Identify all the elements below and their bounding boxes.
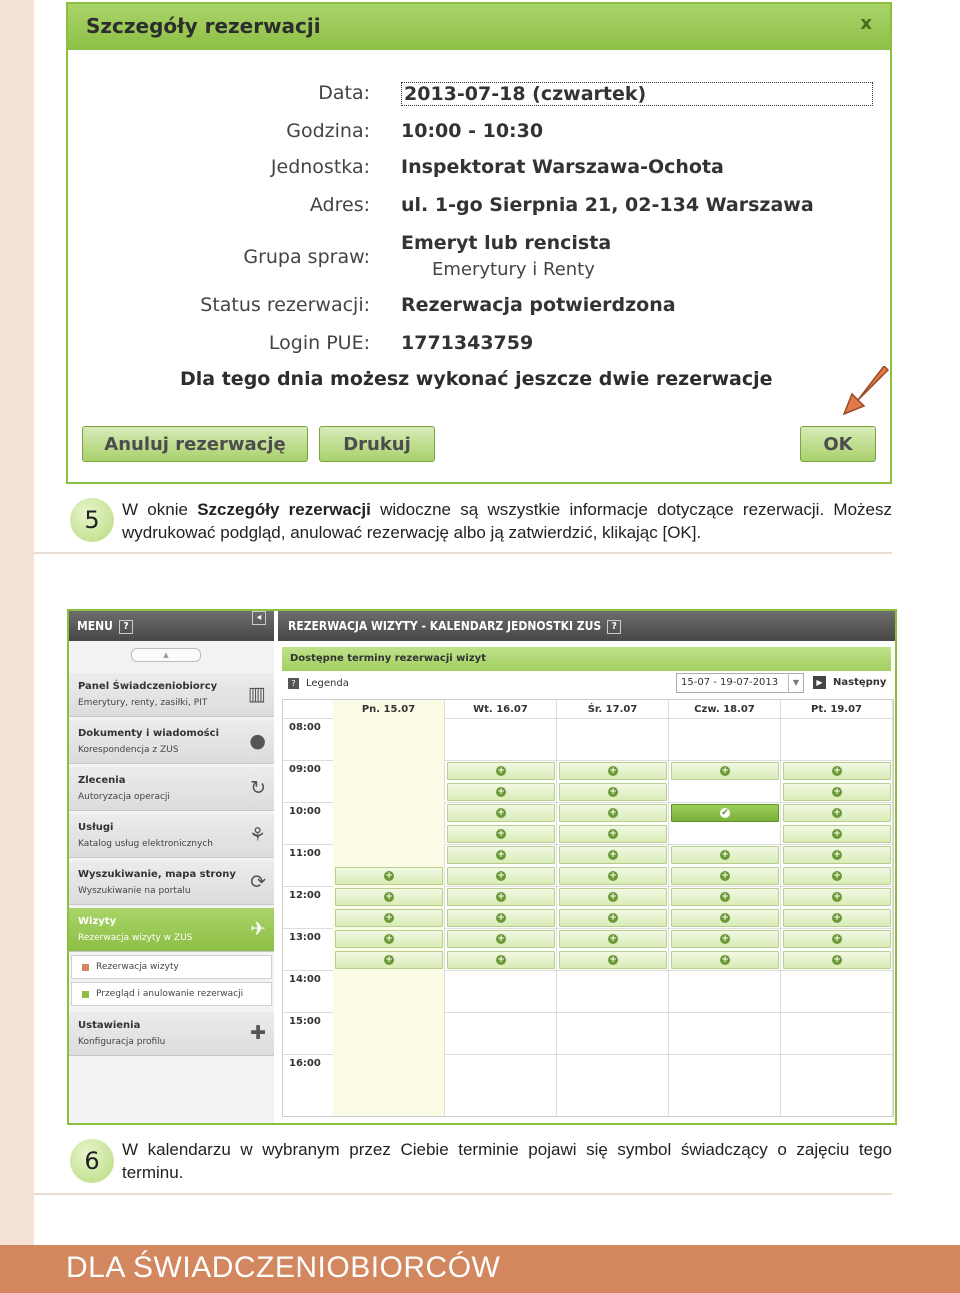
- plus-icon: +: [497, 850, 505, 860]
- plus-icon: +: [497, 808, 505, 818]
- available-slot[interactable]: [559, 783, 667, 801]
- available-slots-title: Dostępne terminy rezerwacji wizyt: [282, 647, 891, 671]
- plus-icon: +: [833, 934, 841, 944]
- available-slot[interactable]: [559, 909, 667, 927]
- available-slot[interactable]: [783, 930, 891, 948]
- time-label: 15:00: [289, 1016, 321, 1027]
- plus-icon: +: [609, 955, 617, 965]
- plus-icon: +: [721, 850, 729, 860]
- available-slot[interactable]: [447, 930, 555, 948]
- settings-subtitle: Konfiguracja profilu: [78, 1037, 166, 1047]
- menu-item-icon: ↻: [250, 777, 266, 799]
- plus-icon: +: [497, 913, 505, 923]
- plus-icon: +: [609, 892, 617, 902]
- day-column: [333, 700, 445, 1116]
- submenu-label: Przegląd i anulowanie rezerwacji: [96, 989, 244, 999]
- available-slot[interactable]: [559, 951, 667, 969]
- menu-scroll-up[interactable]: ▲: [131, 648, 201, 662]
- plus-icon: +: [609, 829, 617, 839]
- submenu-item-2[interactable]: [71, 982, 272, 1006]
- next-week-link[interactable]: Następny: [833, 677, 887, 688]
- reservation-details-dialog: [66, 2, 892, 484]
- plus-icon: +: [833, 766, 841, 776]
- time-label: 12:00: [289, 890, 321, 901]
- menu-item-title: Wizyty: [78, 916, 117, 927]
- available-slot[interactable]: [559, 825, 667, 843]
- menu-item-6[interactable]: [69, 908, 274, 952]
- plus-icon: +: [833, 871, 841, 881]
- check-icon: ✔: [721, 808, 729, 818]
- available-slot[interactable]: [783, 825, 891, 843]
- plus-icon: +: [609, 871, 617, 881]
- available-slot[interactable]: [447, 888, 555, 906]
- date-range-value: 15-07 - 19-07-2013: [681, 677, 779, 688]
- plus-icon: +: [385, 955, 393, 965]
- case-group-value: Emeryt lub rencista: [401, 232, 612, 254]
- calendar-grid: [282, 699, 894, 1117]
- plus-icon: +: [497, 955, 505, 965]
- available-slot[interactable]: [559, 867, 667, 885]
- plus-icon: +: [721, 766, 729, 776]
- available-slot[interactable]: [447, 867, 555, 885]
- plus-icon: +: [497, 892, 505, 902]
- date-label: Data:: [318, 82, 370, 104]
- available-slot[interactable]: [559, 888, 667, 906]
- menu-item-5[interactable]: [69, 861, 274, 905]
- available-slot[interactable]: [559, 846, 667, 864]
- plus-icon: +: [497, 787, 505, 797]
- menu-item-title: Zlecenia: [78, 775, 126, 786]
- submenu-label: Rezerwacja wizyty: [96, 962, 179, 972]
- available-slot[interactable]: [335, 909, 443, 927]
- ok-button[interactable]: OK: [800, 426, 876, 462]
- available-slot[interactable]: [335, 867, 443, 885]
- calendar-toolbar: [282, 673, 891, 697]
- menu-item-1[interactable]: [69, 673, 274, 717]
- step-5-number: 5: [70, 498, 114, 542]
- menu-item-title: Dokumenty i wiadomości: [78, 728, 219, 739]
- time-label: Godzina:: [286, 120, 370, 142]
- available-slot[interactable]: [447, 846, 555, 864]
- plus-icon: +: [721, 934, 729, 944]
- plus-icon: +: [609, 934, 617, 944]
- plus-icon: +: [833, 808, 841, 818]
- available-slot[interactable]: [671, 909, 779, 927]
- calendar-help-icon[interactable]: ?: [607, 620, 621, 634]
- available-slot[interactable]: [783, 846, 891, 864]
- remaining-reservations-note: Dla tego dnia możesz wykonać jeszcze dwie rezerwacje: [180, 368, 773, 390]
- date-value: [401, 82, 873, 106]
- menu-item-subtitle: Autoryzacja operacji: [78, 792, 170, 802]
- plus-icon: +: [385, 934, 393, 944]
- available-slot[interactable]: [783, 762, 891, 780]
- available-slot[interactable]: [671, 951, 779, 969]
- legend-link[interactable]: Legenda: [306, 678, 349, 689]
- chevron-down-icon[interactable]: ▼: [788, 674, 803, 692]
- unit-value: Inspektorat Warszawa-Ochota: [401, 156, 724, 178]
- day-header: Pt. 19.07: [810, 704, 863, 715]
- available-slot[interactable]: [783, 804, 891, 822]
- plus-icon: +: [833, 829, 841, 839]
- plus-icon: +: [721, 955, 729, 965]
- available-slot[interactable]: [447, 951, 555, 969]
- date-range-select[interactable]: [676, 673, 804, 693]
- submenu-bullet: [82, 991, 89, 998]
- menu-item-icon: ✈: [250, 918, 266, 940]
- plus-icon: +: [721, 892, 729, 902]
- menu-item-title: Panel Świadczeniobiorcy: [78, 681, 218, 692]
- step-6-number: 6: [70, 1139, 114, 1183]
- plus-icon: +: [497, 766, 505, 776]
- plus-icon: +: [609, 787, 617, 797]
- menu-item-3[interactable]: [69, 767, 274, 811]
- menu-item-subtitle: Emerytury, renty, zasiłki, PIT: [78, 698, 208, 708]
- day-header: Śr. 17.07: [587, 704, 638, 715]
- status-value: Rezerwacja potwierdzona: [401, 294, 676, 316]
- available-slot[interactable]: [783, 867, 891, 885]
- side-band: [0, 0, 34, 1245]
- plus-icon: +: [497, 829, 505, 839]
- available-slot[interactable]: [335, 951, 443, 969]
- puzzle-icon: ✚: [250, 1022, 266, 1044]
- calendar-header: [278, 611, 895, 641]
- available-slot[interactable]: [447, 804, 555, 822]
- plus-icon: +: [833, 787, 841, 797]
- day-header: Wt. 16.07: [473, 704, 528, 715]
- menu-item-title: Usługi: [78, 822, 114, 833]
- plus-icon: +: [833, 850, 841, 860]
- address-label: Adres:: [309, 194, 370, 216]
- time-value: 10:00 - 10:30: [401, 120, 544, 142]
- available-slot[interactable]: [559, 762, 667, 780]
- plus-icon: +: [385, 913, 393, 923]
- menu-item-icon: ▥: [248, 683, 266, 705]
- menu-item-subtitle: Rezerwacja wizyty w ZUS: [78, 933, 193, 943]
- plus-icon: +: [609, 850, 617, 860]
- available-slot[interactable]: [335, 930, 443, 948]
- print-button[interactable]: Drukuj: [319, 426, 435, 462]
- plus-icon: +: [833, 892, 841, 902]
- case-group-sub: Emerytury i Renty: [432, 259, 595, 280]
- cancel-reservation-button[interactable]: Anuluj rezerwację: [82, 426, 308, 462]
- side-menu: [69, 611, 274, 1123]
- status-label: Status rezerwacji:: [200, 294, 370, 316]
- time-label: 09:00: [289, 764, 321, 775]
- footer-title: DLA ŚWIADCZENIOBIORCÓW: [66, 1251, 501, 1284]
- login-label: Login PUE:: [268, 332, 370, 354]
- legend-icon[interactable]: ?: [288, 678, 299, 689]
- menu-item-2[interactable]: [69, 720, 274, 764]
- menu-header: [69, 611, 274, 641]
- menu-item-icon: ●: [249, 730, 266, 752]
- time-label: 16:00: [289, 1058, 321, 1069]
- available-slot[interactable]: [783, 888, 891, 906]
- pointer-arrow-icon: [838, 366, 892, 420]
- step-6-text: W kalendarzu w wybranym przez Ciebie terminie pojawi się symbol świadczący o zajęciu tego terminu.: [122, 1140, 892, 1182]
- plus-icon: +: [385, 871, 393, 881]
- available-slot[interactable]: [447, 825, 555, 843]
- calendar-main: [278, 611, 895, 1123]
- available-slot[interactable]: [671, 762, 779, 780]
- plus-icon: +: [609, 808, 617, 818]
- step-5: [34, 486, 892, 554]
- plus-icon: +: [721, 913, 729, 923]
- menu-item-subtitle: Katalog usług elektronicznych: [78, 839, 213, 849]
- menu-item-settings[interactable]: [69, 1012, 274, 1056]
- booked-slot[interactable]: [671, 804, 779, 822]
- time-label: 08:00: [289, 722, 321, 733]
- time-label: 13:00: [289, 932, 321, 943]
- menu-help-icon[interactable]: ?: [119, 620, 133, 634]
- next-week-icon[interactable]: ▶: [813, 676, 826, 689]
- dialog-header: [68, 4, 890, 50]
- available-slot[interactable]: [559, 804, 667, 822]
- footer-band: [0, 1245, 960, 1293]
- available-slot[interactable]: [559, 930, 667, 948]
- calendar-title: REZERWACJA WIZYTY - KALENDARZ JEDNOSTKI ZUS: [288, 619, 602, 633]
- plus-icon: +: [497, 871, 505, 881]
- time-label: 10:00: [289, 806, 321, 817]
- available-slot[interactable]: [447, 909, 555, 927]
- plus-icon: +: [497, 934, 505, 944]
- step-6: [34, 1127, 892, 1195]
- step-5-text-bold: Szczegóły rezerwacji: [197, 500, 371, 519]
- case-group-label: Grupa spraw:: [243, 246, 370, 268]
- close-icon[interactable]: x: [860, 13, 872, 34]
- step-5-text-before: W oknie: [122, 500, 198, 519]
- time-label: 11:00: [289, 848, 321, 859]
- date-value-box: 2013-07-18 (czwartek): [401, 82, 873, 106]
- plus-icon: +: [833, 913, 841, 923]
- plus-icon: +: [833, 955, 841, 965]
- available-slot[interactable]: [447, 783, 555, 801]
- menu-title: MENU: [77, 619, 113, 633]
- day-header: Czw. 18.07: [694, 704, 755, 715]
- available-slot[interactable]: [783, 783, 891, 801]
- menu-item-icon: ⟳: [250, 871, 266, 893]
- step-5-text-after: widoczne są wszystkie informacje dotyczące rezerwacji. Możesz wydrukować podgląd, anulować rezerwację albo ją zatwierdzić, klikając [OK].: [122, 500, 892, 542]
- menu-item-icon: ⚘: [248, 824, 266, 846]
- available-slot[interactable]: [671, 867, 779, 885]
- available-slot[interactable]: [671, 888, 779, 906]
- unit-label: Jednostka:: [270, 156, 370, 178]
- available-slot[interactable]: [783, 951, 891, 969]
- address-value: ul. 1-go Sierpnia 21, 02-134 Warszawa: [401, 194, 814, 216]
- available-slot[interactable]: [671, 930, 779, 948]
- available-slot[interactable]: [783, 909, 891, 927]
- calendar-screenshot: [67, 609, 897, 1125]
- submenu-item-1[interactable]: [71, 955, 272, 979]
- settings-title: Ustawienia: [78, 1020, 141, 1031]
- menu-item-4[interactable]: [69, 814, 274, 858]
- available-slot[interactable]: [335, 888, 443, 906]
- collapse-menu-icon[interactable]: ◂: [252, 611, 266, 625]
- day-header: Pn. 15.07: [361, 704, 416, 715]
- menu-item-subtitle: Wyszukiwanie na portalu: [78, 886, 191, 896]
- plus-icon: +: [609, 913, 617, 923]
- plus-icon: +: [385, 892, 393, 902]
- menu-item-subtitle: Korespondencja z ZUS: [78, 745, 179, 755]
- login-value: 1771343759: [401, 332, 534, 354]
- step-5-text: [122, 498, 892, 544]
- dialog-title: Szczegóły rezerwacji: [86, 14, 321, 38]
- available-slot[interactable]: [447, 762, 555, 780]
- plus-icon: +: [721, 871, 729, 881]
- menu-item-title: Wyszukiwanie, mapa strony: [78, 869, 236, 880]
- available-slot[interactable]: [671, 846, 779, 864]
- time-label: 14:00: [289, 974, 321, 985]
- submenu-bullet: [82, 964, 89, 971]
- plus-icon: +: [609, 766, 617, 776]
